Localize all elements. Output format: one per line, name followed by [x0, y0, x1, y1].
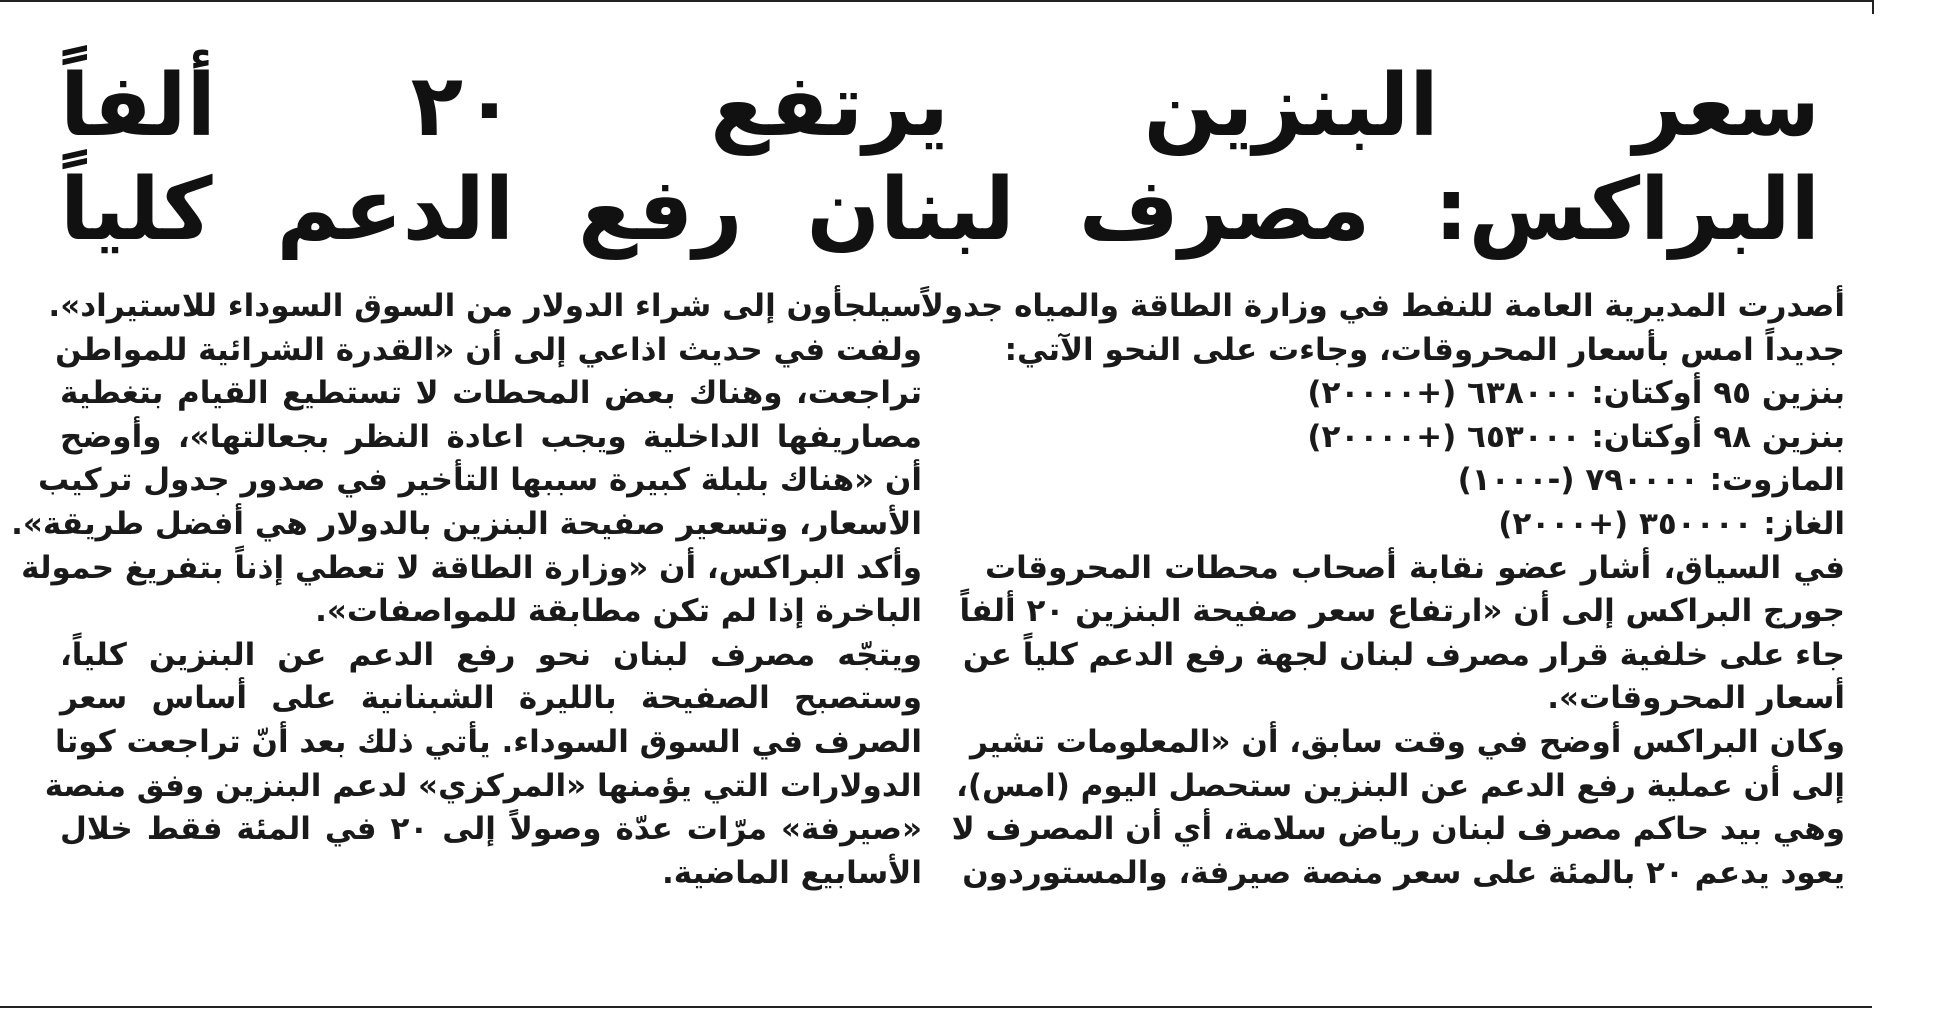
- article-line: في السياق، أشار عضو نقابة أصحاب محطات المحروقات: [985, 549, 1845, 586]
- article-column-right: [920, 285, 1845, 895]
- article-line: أن «هناك بلبلة كبيرة سببها التأخير في صدور جدول تركيب: [38, 462, 922, 499]
- article-line: ويتجّه مصرف لبنان نحو رفع الدعم عن البنزين كلياً،: [60, 636, 922, 673]
- article-line: المازوت: ٧٩٠٠٠٠ (-١٠٠٠): [1457, 462, 1845, 499]
- article-line: الباخرة إذا لم تكن مطابقة للمواصفات».: [315, 593, 922, 630]
- article-line: مصاريفها الداخلية ويجب اعادة النظر بجعالتها»، وأوضح: [60, 418, 922, 455]
- article-line: وكان البراكس أوضح في وقت سابق، أن «المعلومات تشير: [970, 723, 1845, 760]
- corner-rule: [1872, 0, 1874, 14]
- article-line: وستصبح الصفيحة بالليرة الشبنانية على أساس سعر: [60, 680, 922, 717]
- article-line: بنزين ٩٥ أوكتان: ٦٣٨٠٠٠ (+٢٠٠٠٠): [1307, 375, 1845, 412]
- article-line: «صيرفة» مرّات عدّة وصولاً إلى ٢٠ في المئة فقط خلال: [60, 811, 922, 848]
- article-line: أصدرت المديرية العامة للنفط في وزارة الطاقة والمياه جدولاً: [920, 288, 1845, 324]
- article-line: الأسعار، وتسعير صفيحة البنزين بالدولار هي أفضل طريقة».: [11, 505, 922, 542]
- article-line: الغاز: ٣٥٠٠٠٠ (+٢٠٠٠): [1498, 505, 1845, 542]
- article-line: سيلجأون إلى شراء الدولار من السوق السوداء للاستيراد».: [48, 288, 922, 324]
- article-line: بنزين ٩٨ أوكتان: ٦٥٣٠٠٠ (+٢٠٠٠٠): [1307, 418, 1845, 455]
- article-line: إلى أن عملية رفع الدعم عن البنزين ستحصل اليوم (امس)،: [956, 767, 1845, 804]
- article-line: أسعار المحروقات».: [1547, 680, 1845, 717]
- article-line: الصرف في السوق السوداء. يأتي ذلك بعد أنّ تراجعت كوتا: [54, 723, 922, 760]
- bottom-rule: [0, 1006, 1872, 1008]
- article-line: جاء على خلفية قرار مصرف لبنان لجهة رفع الدعم كلياً عن: [962, 636, 1845, 673]
- article-line: الدولارات التي يؤمنها «المركزي» لدعم البنزين وفق منصة: [44, 767, 922, 804]
- headline-line-1: سعر البنزين يرتفع ٢٠ ألفاً: [60, 56, 1821, 156]
- article-line: تراجعت، وهناك بعض المحطات لا تستطيع القيام بتغطية: [60, 375, 922, 412]
- headline-line-2: البراكس: مصرف لبنان رفع الدعم كلياً: [60, 160, 1820, 260]
- top-rule: [0, 0, 1872, 2]
- article-line: وهي بيد حاكم مصرف لبنان رياض سلامة، أي أن المصرف لا: [951, 811, 1845, 848]
- article-line: الأسابيع الماضية.: [662, 854, 922, 891]
- article-line: وأكد البراكس، أن «وزارة الطاقة لا تعطي إذناً بتفريغ حمولة: [21, 549, 922, 586]
- article-column-left: [11, 285, 922, 895]
- article-line: جديداً امس بأسعار المحروقات، وجاءت على النحو الآتي:: [1004, 331, 1845, 368]
- article-line: ولفت في حديث اذاعي إلى أن «القدرة الشرائية للمواطن: [55, 331, 922, 368]
- article-line: يعود يدعم ٢٠ بالمئة على سعر منصة صيرفة، والمستوردون: [962, 854, 1845, 891]
- article-line: جورج البراكس إلى أن «ارتفاع سعر صفيحة البنزين ٢٠ ألفاً: [959, 593, 1845, 630]
